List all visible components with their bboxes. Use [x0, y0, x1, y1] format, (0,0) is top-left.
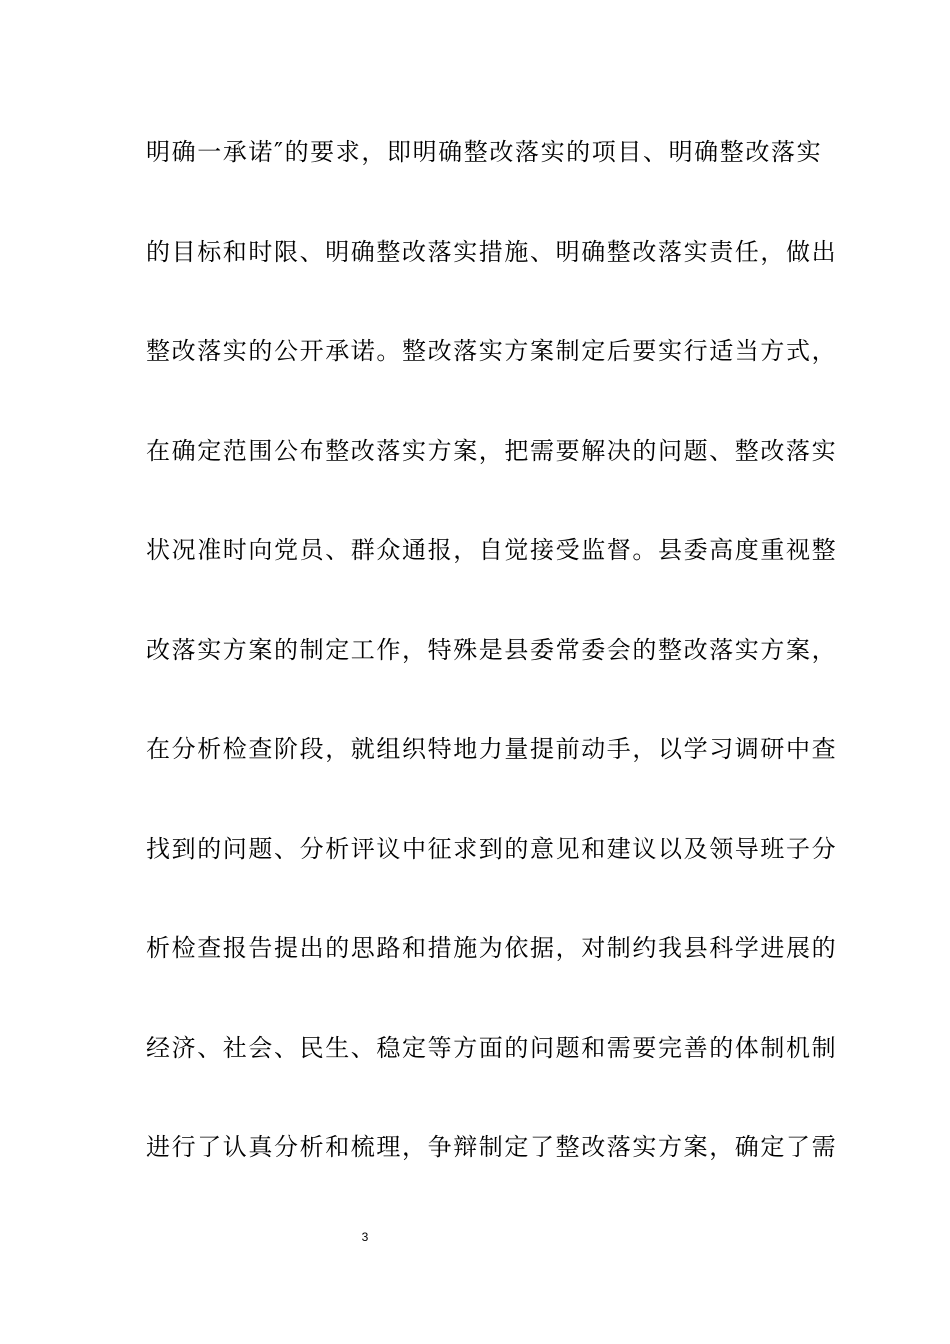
text-line-6: 改落实方案的制定工作，特殊是县委常委会的整改落实方案， — [146, 635, 838, 664]
text-line-8: 找到的问题、分析评议中征求到的意见和建议以及领导班子分 — [146, 834, 838, 863]
page-number: 3 — [361, 1230, 369, 1244]
text-line-9: 析检查报告提出的思路和措施为依据，对制约我县科学进展的 — [146, 934, 838, 962]
text-line-5: 状况准时向党员、群众通报，自觉接受监督。县委高度重视整 — [146, 536, 838, 564]
text-line-2: 的目标和时限、明确整改落实措施、明确整改落实责任，做出 — [146, 237, 838, 266]
text-line-7: 在分析检查阶段，就组织特地力量提前动手，以学习调研中查 — [146, 735, 838, 763]
text-line-3: 整改落实的公开承诺。整改落实方案制定后要实行适当方式， — [146, 337, 838, 365]
body-text — [146, 130, 838, 1225]
text-line-1: 明确一承诺″的要求，即明确整改落实的项目、明确整改落实 — [146, 138, 823, 166]
text-line-4: 在确定范围公布整改落实方案，把需要解决的问题、整改落实 — [146, 436, 838, 465]
text-line-11: 进行了认真分析和梳理，争辩制定了整改落实方案，确定了需 — [146, 1133, 838, 1161]
text-line-10: 经济、社会、民生、稳定等方面的问题和需要完善的体制机制 — [146, 1033, 838, 1062]
